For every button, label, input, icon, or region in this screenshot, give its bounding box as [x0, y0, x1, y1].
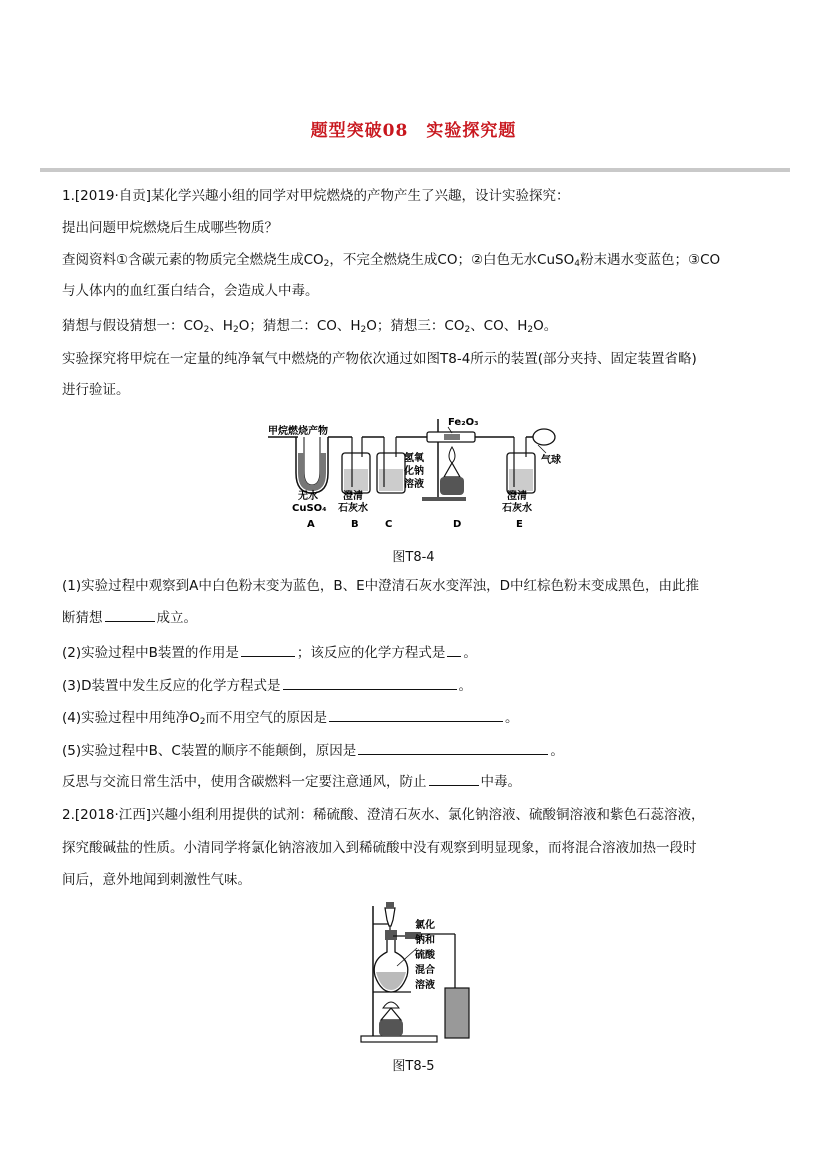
balloon-pointer: [538, 445, 546, 453]
label-balloon: 气球: [541, 455, 561, 466]
alcohol-lamp: [440, 477, 464, 495]
figure-caption-t8-5: 图T8-5: [392, 1059, 435, 1074]
label-e: E: [516, 519, 523, 530]
q1-sub4: (4)实验过程中用纯净$O_2$而不用空气的原因是 。: [62, 710, 519, 727]
label-inlet: 甲烷燃烧产物: [268, 426, 328, 437]
q1-experiment: 实验探究将甲烷在一定量的纯净氧气中燃烧的产物依次通过如图T8-4所示的装置(部分夹持、固定装置省略): [62, 351, 697, 367]
page-title: 题型突破08 实验探究题: [310, 121, 517, 141]
answer-blank[interactable]: [447, 644, 461, 657]
label-a-line2: CuSO₄: [292, 503, 327, 514]
flask-stopper: [385, 930, 397, 940]
alcohol-lamp-2: [379, 1020, 403, 1036]
bottle-e-liquid: [509, 469, 533, 491]
q1-experiment-cont: 进行验证。: [62, 382, 130, 398]
q1-hypothesis: 猜想与假设猜想一：$CO_2$、$H_2O$；猜想二：CO、$H_2O$；猜想三：$CO_2$、CO、$H_2O$。: [62, 318, 558, 335]
label-naoh-1: 氢氧: [404, 453, 424, 464]
q1-sub1-cont: 断猜想 成立。: [62, 610, 197, 626]
q1-sub2: (2)实验过程中B装置的作用是 ；该反应的化学方程式是 。: [62, 645, 477, 661]
label-fe2o3: Fe₂O₃: [448, 417, 479, 428]
q1-info: 查阅资料①含碳元素的物质完全燃烧生成$CO_2$，不完全燃烧生成CO；②白色无水CuSO$_4$粉末遇水变蓝色；③CO: [62, 252, 721, 269]
apparatus-figure-t8-4: [262, 413, 562, 533]
iron-stand-base: [361, 1036, 437, 1042]
label-e-line1: 澄清: [507, 491, 527, 502]
stand-base: [422, 497, 466, 501]
bottle-b-liquid: [344, 469, 368, 491]
label-d: D: [453, 519, 462, 530]
label-nacl-5: 溶液: [415, 980, 435, 991]
label-a-line1: 无水: [298, 491, 318, 502]
cuso4-powder: [298, 453, 326, 491]
q2-line3: 间后，意外地闻到刺激性气味。: [62, 872, 251, 888]
burner-top: [381, 1008, 401, 1020]
fe2o3-powder: [444, 434, 460, 440]
label-b-line1: 澄清: [343, 491, 363, 502]
balloon: [533, 429, 555, 445]
q1-info-cont: 与人体内的血红蛋白结合，会造成人中毒。: [62, 283, 319, 299]
q1-sub1: (1)实验过程中观察到A中白色粉末变为蓝色，B、E中澄清石灰水变浑浊，D中红棕色粉末变成黑色，由此推: [62, 578, 700, 594]
q1-question: 提出问题甲烷燃烧后生成哪些物质？: [62, 220, 278, 236]
label-nacl-4: 混合: [415, 965, 435, 976]
answer-blank[interactable]: [358, 742, 548, 755]
q2-line1: 2.[2018·江西]兴趣小组利用提供的试剂：稀硫酸、澄清石灰水、氯化钠溶液、硫酸铜溶液和紫色石蕊溶液，: [62, 807, 705, 823]
figure-caption-t8-4: 图T8-4: [392, 550, 435, 565]
bottle-c-liquid: [379, 469, 403, 491]
label-nacl-1: 氯化: [415, 920, 435, 931]
answer-blank[interactable]: [429, 773, 479, 786]
label-a: A: [307, 519, 315, 530]
flame: [449, 447, 455, 463]
label-c: C: [385, 519, 393, 530]
alcohol-lamp-top: [444, 463, 460, 477]
dropping-funnel: [385, 908, 395, 926]
q2-line2: 探究酸碱盐的性质。小清同学将氯化钠溶液加入到稀硫酸中没有观察到明显现象，而将混合溶液加热一段时: [62, 840, 697, 856]
q1-intro: 1.[2019·自贡]某化学兴趣小组的同学对甲烷燃烧的产物产生了兴趣，设计实验探究：: [62, 188, 570, 204]
answer-blank[interactable]: [283, 677, 457, 690]
q1-reflection: 反思与交流日常生活中，使用含碳燃料一定要注意通风，防止 中毒。: [62, 774, 521, 790]
answer-blank[interactable]: [241, 644, 295, 657]
u-tube-a-inner: [304, 437, 320, 485]
gas-collection-cylinder: [445, 988, 469, 1038]
q1-sub3: (3)D装置中发生反应的化学方程式是 。: [62, 678, 473, 694]
label-b: B: [351, 519, 359, 530]
answer-blank[interactable]: [105, 609, 155, 622]
label-naoh-2: 化钠: [404, 466, 424, 477]
q1-sub5: (5)实验过程中B、C装置的顺序不能颠倒，原因是 。: [62, 743, 564, 759]
apparatus-figure-t8-5: [357, 900, 475, 1048]
label-b-line2: 石灰水: [338, 503, 368, 514]
label-e-line2: 石灰水: [502, 503, 532, 514]
label-naoh-3: 溶液: [404, 479, 424, 490]
funnel-stopper: [386, 902, 394, 908]
title-divider: [40, 168, 790, 172]
answer-blank[interactable]: [329, 709, 503, 722]
label-nacl-3: 硫酸: [415, 950, 435, 961]
label-nacl-2: 钠和: [415, 935, 435, 946]
